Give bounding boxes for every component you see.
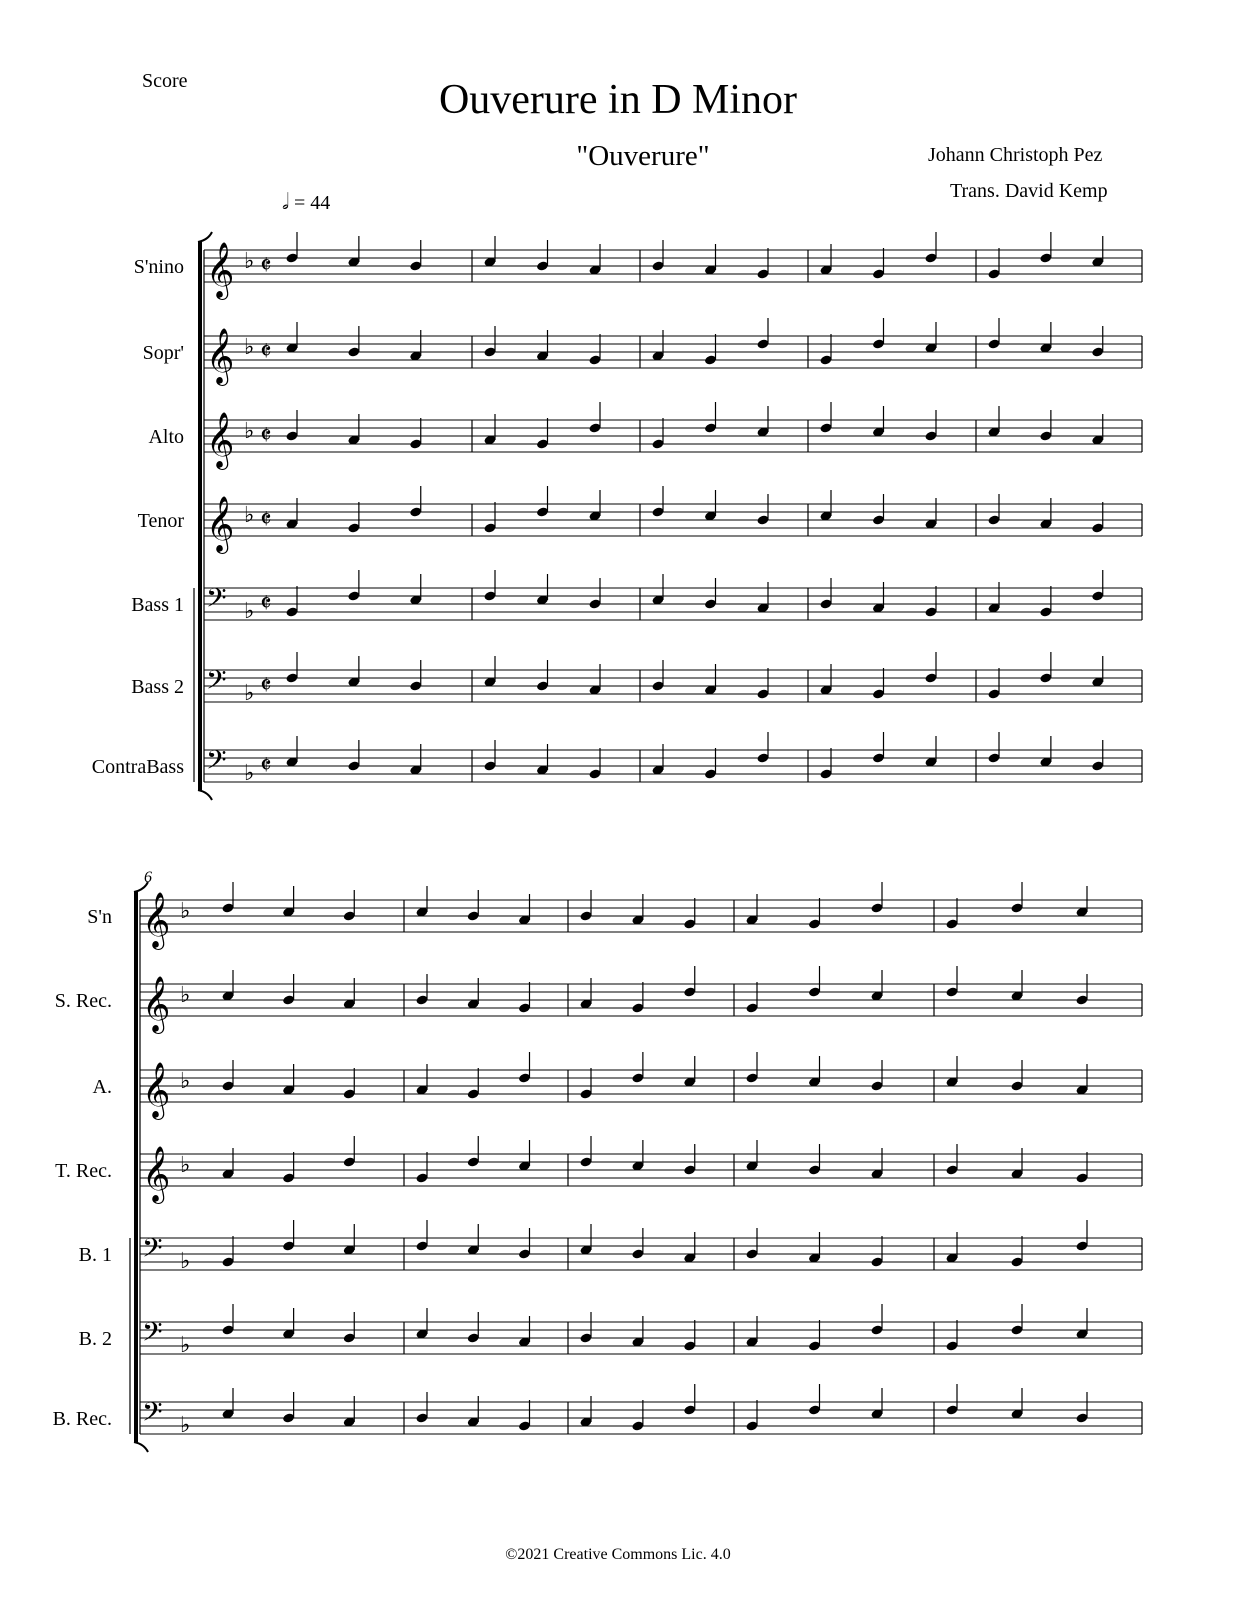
instrument-label: B. Rec. — [52, 1408, 112, 1430]
flat-key-signature-icon: ♭ — [180, 983, 191, 1008]
treble-clef-icon: 𝄞 — [142, 976, 171, 1032]
instrument-label: T. Rec. — [55, 1160, 112, 1182]
staff — [204, 402, 1142, 470]
instrument-label: Sopr' — [142, 342, 184, 364]
staff — [204, 570, 1142, 624]
flat-key-signature-icon: ♭ — [180, 1413, 191, 1438]
measure-number: 6 — [144, 869, 152, 886]
bass-clef-icon: 𝄢 — [142, 1316, 163, 1354]
staff — [140, 966, 1142, 1034]
treble-clef-icon: 𝄞 — [206, 412, 235, 468]
page-title: Ouverure in D Minor — [438, 77, 798, 123]
cut-time-icon: 𝄵 — [260, 751, 272, 781]
system-2 — [130, 869, 1142, 1452]
system-1 — [194, 232, 1142, 800]
flat-key-signature-icon: ♭ — [180, 1333, 191, 1358]
arranger-credit: Trans. David Kemp — [950, 180, 1108, 202]
cut-time-icon: 𝄵 — [260, 671, 272, 701]
instrument-label: Alto — [148, 426, 184, 448]
bass-clef-icon: 𝄢 — [142, 1232, 163, 1270]
bass-clef-icon: 𝄢 — [142, 1396, 163, 1434]
instrument-label: Bass 2 — [131, 676, 184, 698]
flat-key-signature-icon: ♭ — [244, 503, 255, 528]
staff — [204, 486, 1142, 554]
staff — [140, 1136, 1142, 1204]
cut-time-icon: 𝄵 — [260, 337, 272, 367]
instrument-label: S. Rec. — [54, 990, 112, 1012]
flat-key-signature-icon: ♭ — [244, 249, 255, 274]
score-label: Score — [142, 70, 188, 92]
staff — [204, 732, 1142, 786]
staff — [204, 232, 1142, 300]
bass-clef-icon: 𝄢 — [206, 744, 227, 782]
staff — [204, 652, 1142, 706]
bass-clef-icon: 𝄢 — [206, 664, 227, 702]
staff — [140, 1384, 1142, 1438]
staff — [140, 1304, 1142, 1358]
flat-key-signature-icon: ♭ — [244, 681, 255, 706]
treble-clef-icon: 𝄞 — [142, 892, 171, 948]
cut-time-icon: 𝄵 — [260, 589, 272, 619]
flat-key-signature-icon: ♭ — [244, 599, 255, 624]
treble-clef-icon: 𝄞 — [142, 1062, 171, 1118]
staff — [140, 882, 1142, 950]
flat-key-signature-icon: ♭ — [244, 419, 255, 444]
treble-clef-icon: 𝄞 — [142, 1146, 171, 1202]
movement-subtitle: "Ouverure" — [576, 140, 710, 172]
instrument-label: S'nino — [133, 256, 184, 278]
treble-clef-icon: 𝄞 — [206, 496, 235, 552]
instrument-label: Bass 1 — [131, 594, 184, 616]
half-note-icon: 𝅗𝅥 — [282, 190, 289, 215]
staff — [140, 1052, 1142, 1120]
flat-key-signature-icon: ♭ — [180, 899, 191, 924]
instrument-label: B. 1 — [78, 1244, 112, 1266]
instrument-label: B. 2 — [78, 1328, 112, 1350]
staff — [140, 1220, 1142, 1274]
cut-time-icon: 𝄵 — [260, 505, 272, 535]
tempo-value: = 44 — [294, 192, 331, 214]
bass-clef-icon: 𝄢 — [206, 582, 227, 620]
flat-key-signature-icon: ♭ — [180, 1249, 191, 1274]
instrument-label: S'n — [87, 906, 112, 928]
flat-key-signature-icon: ♭ — [244, 761, 255, 786]
staff — [204, 318, 1142, 386]
flat-key-signature-icon: ♭ — [180, 1153, 191, 1178]
copyright-notice: ©2021 Creative Commons Lic. 4.0 — [505, 1546, 731, 1563]
cut-time-icon: 𝄵 — [260, 251, 272, 281]
treble-clef-icon: 𝄞 — [206, 328, 235, 384]
treble-clef-icon: 𝄞 — [206, 242, 235, 298]
instrument-label: Tenor — [137, 510, 184, 532]
instrument-label: ContraBass — [91, 756, 184, 778]
flat-key-signature-icon: ♭ — [180, 1069, 191, 1094]
flat-key-signature-icon: ♭ — [244, 335, 255, 360]
cut-time-icon: 𝄵 — [260, 421, 272, 451]
instrument-label: A. — [92, 1076, 112, 1098]
composer-credit: Johann Christoph Pez — [928, 144, 1103, 166]
